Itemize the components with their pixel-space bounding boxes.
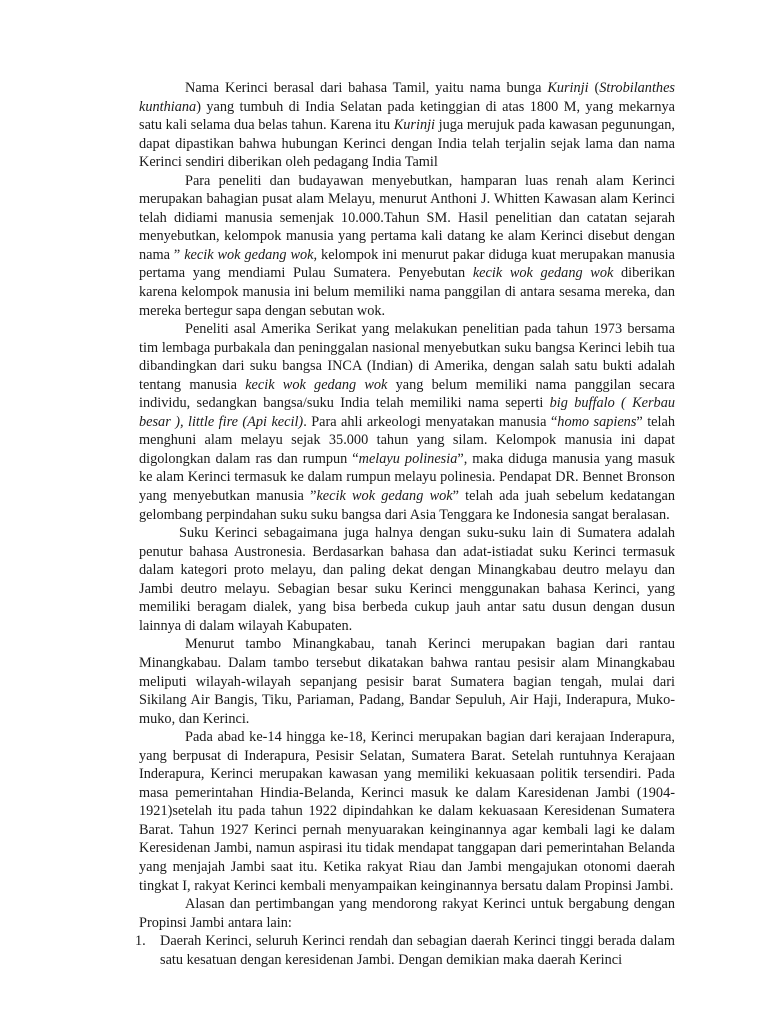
text-segment: Suku Kerinci sebagaimana juga halnya dengan suku-suku lain di Sumatera adalah penutur bahasa Austronesia. Berdasarkan bahasa dan adat-istiadat suku Kerinci termasuk dalam kategori proto melayu, dan paling dekat dengan Minangkabau deutro melayu dan Jambi deutro melayu. Sebagian besar suku Kerinci menggunakan bahasa Kerinci, yang memiliki beragam dialek, yang bisa berbeda cukup jauh antar satu dusun dengan dusun lainnya di dalam wilayah Kabupaten. <box>139 525 675 634</box>
reasons-list <box>135 932 675 969</box>
text-segment: diberikan karena kelompok manusia ini belum memiliki nama panggilan di antara sesama mereka, dan mereka bertegur sapa dengan sebutan wok. <box>139 265 675 319</box>
text-segment: ” telah menghuni alam melayu sejak 35.000 tahun yang silam. Kelompok manusia ini dapat digolongkan dalam ras dan rumpun “ <box>139 413 675 467</box>
paragraph-language <box>139 524 675 635</box>
paragraph-tambo-minangkabau <box>139 635 675 728</box>
text-segment: ” telah ada juah sebelum kedatangan gelombang perpindahan suku suku bangsa dari Asia Tenggara ke Indonesia sangat beralasan. <box>139 488 676 523</box>
text-segment: . Para ahli arkeologi menyatakan manusia “ <box>303 413 558 430</box>
italic-text-segment: kecik wok gedang wok <box>316 488 453 505</box>
paragraph-kerinci-name-origin <box>139 79 675 172</box>
text-segment: juga merujuk pada kawasan pegunungan, dapat dipastikan bahwa hubungan Kerinci dengan India telah terjalin sejak lama dan nama Kerinci sendiri diberikan oleh pedagang India Tamil <box>139 117 675 171</box>
text-segment: ”, maka diduga manusia yang masuk ke alam Kerinci termasuk ke dalam rumpun melayu polinesia. Pendapat DR. Bennet Bronson yang menyebutkan manusia ” <box>139 450 675 505</box>
text-segment: Menurut tambo Minangkabau, tanah Kerinci merupakan bagian dari rantau Minangkabau. Dalam tambo tersebut dikatakan bahwa rantau pesisir alam Minangkabau meliputi wilayah-wilayah sepanjang pesisir barat Sumatera bagian tengah, mulai dari Sikilang Air Bangis, Tiku, Pariaman, Padang, Bandar Sepuluh, Air Haji, Inderapura, Muko-muko, dan Kerinci. <box>139 636 675 727</box>
text-segment: Pada abad ke-14 hingga ke-18, Kerinci merupakan bagian dari kerajaan Inderapura, yang berpusat di Inderapura, Pesisir Selatan, Sumatera Barat. Setelah runtuhnya Kerajaan Inderapura, Kerinci merupakan kawasan yang memiliki kekuasaan politik tersendiri. Pada masa pemerintahan Hindia-Belanda, Kerinci masuk ke dalam Karesidenan Jambi (1904-1921)setelah itu pada tahun 1922 dipindahkan ke dalam kekuasaan Keresidenan Sumatera Barat. Tahun 1927 Kerinci pernah menyuarakan keinginannya agar kembali lagi ke dalam Keresidenan Jambi, namun aspirasi itu tidak mendapat tanggapan dari pemerintahan Belanda yang menjajah Jambi saat itu. Ketika rakyat Riau dan Jambi mengajukan otonomi daerah tingkat I, rakyat Kerinci kembali menyampaikan keinginannya bersatu dalam Propinsi Jambi. <box>139 729 675 894</box>
text-segment: kelompok ini menurut pakar diduga kuat merupakan manusia pertama yang mendiami Pulau Sumatera. Penyebutan <box>139 246 675 282</box>
text-segment: Nama Kerinci berasal dari bahasa Tamil, yaitu nama bunga <box>185 80 548 96</box>
text-segment: Para peneliti dan budayawan menyebutkan, hamparan luas renah alam Kerinci merupakan bahagian pusat alam Melayu, menurut Anthoni J. Whitten Kawasan alam Kerinci telah didiami manusia semenjak 10.000.Tahun SM. Hasil penelitian dan catatan sejarah menyebutkan, kelompok manusia yang pertama kali datang ke alam Kerinci disebut dengan nama ” <box>139 172 675 263</box>
italic-text-segment: Kurinji <box>393 117 436 134</box>
paragraph-history <box>139 728 675 895</box>
italic-text-segment: homo sapiens <box>557 413 637 430</box>
italic-text-segment: Kurinji <box>547 80 589 96</box>
list-item-text: Daerah Kerinci, seluruh Kerinci rendah dan sebagian daerah Kerinci tinggi berada dalam satu kesatuan dengan keresidenan Jambi. Dengan demikian maka daerah Kerinci <box>160 933 675 968</box>
list-item-number: 1. <box>135 933 146 950</box>
document-page <box>135 79 676 969</box>
text-segment: ( <box>588 80 600 96</box>
paragraph-american-research <box>139 320 675 524</box>
text-segment: yang belum memiliki nama panggilan secara individu, sedangkan bangsa/suku India telah memiliki nama seperti <box>139 376 676 412</box>
italic-text-segment: kecik wok gedang wok <box>472 265 614 282</box>
text-segment: Peneliti asal Amerika Serikat yang melakukan penelitian pada tahun 1973 bersama tim lembaga purbakala dan peninggalan nasional menyebutkan suku bangsa Kerinci lebih tua dibandingkan dari suku bangsa INCA (Indian) di Amerika, dengan salah satu bukti adalah tentang manusia <box>139 321 675 393</box>
italic-text-segment: kecik wok gedang wok, <box>184 246 318 263</box>
italic-text-segment: kecik wok gedang wok <box>245 376 388 393</box>
text-segment: ) yang tumbuh di India Selatan pada ketinggian di atas 1800 M, yang mekarnya satu kali selama dua belas tahun. Karena itu <box>139 98 675 134</box>
italic-text-segment: big buffalo ( Kerbau besar ), little fire (Api kecil) <box>139 395 675 430</box>
list-item <box>135 932 675 969</box>
paragraph-reasons-intro <box>139 895 675 932</box>
italic-text-segment: Strobilanthes kunthiana <box>139 80 675 115</box>
italic-text-segment: melayu polinesia <box>358 450 458 467</box>
paragraph-early-inhabitants <box>139 172 675 320</box>
text-segment: Alasan dan pertimbangan yang mendorong rakyat Kerinci untuk bergabung dengan Propinsi Jambi antara lain: <box>139 896 675 931</box>
